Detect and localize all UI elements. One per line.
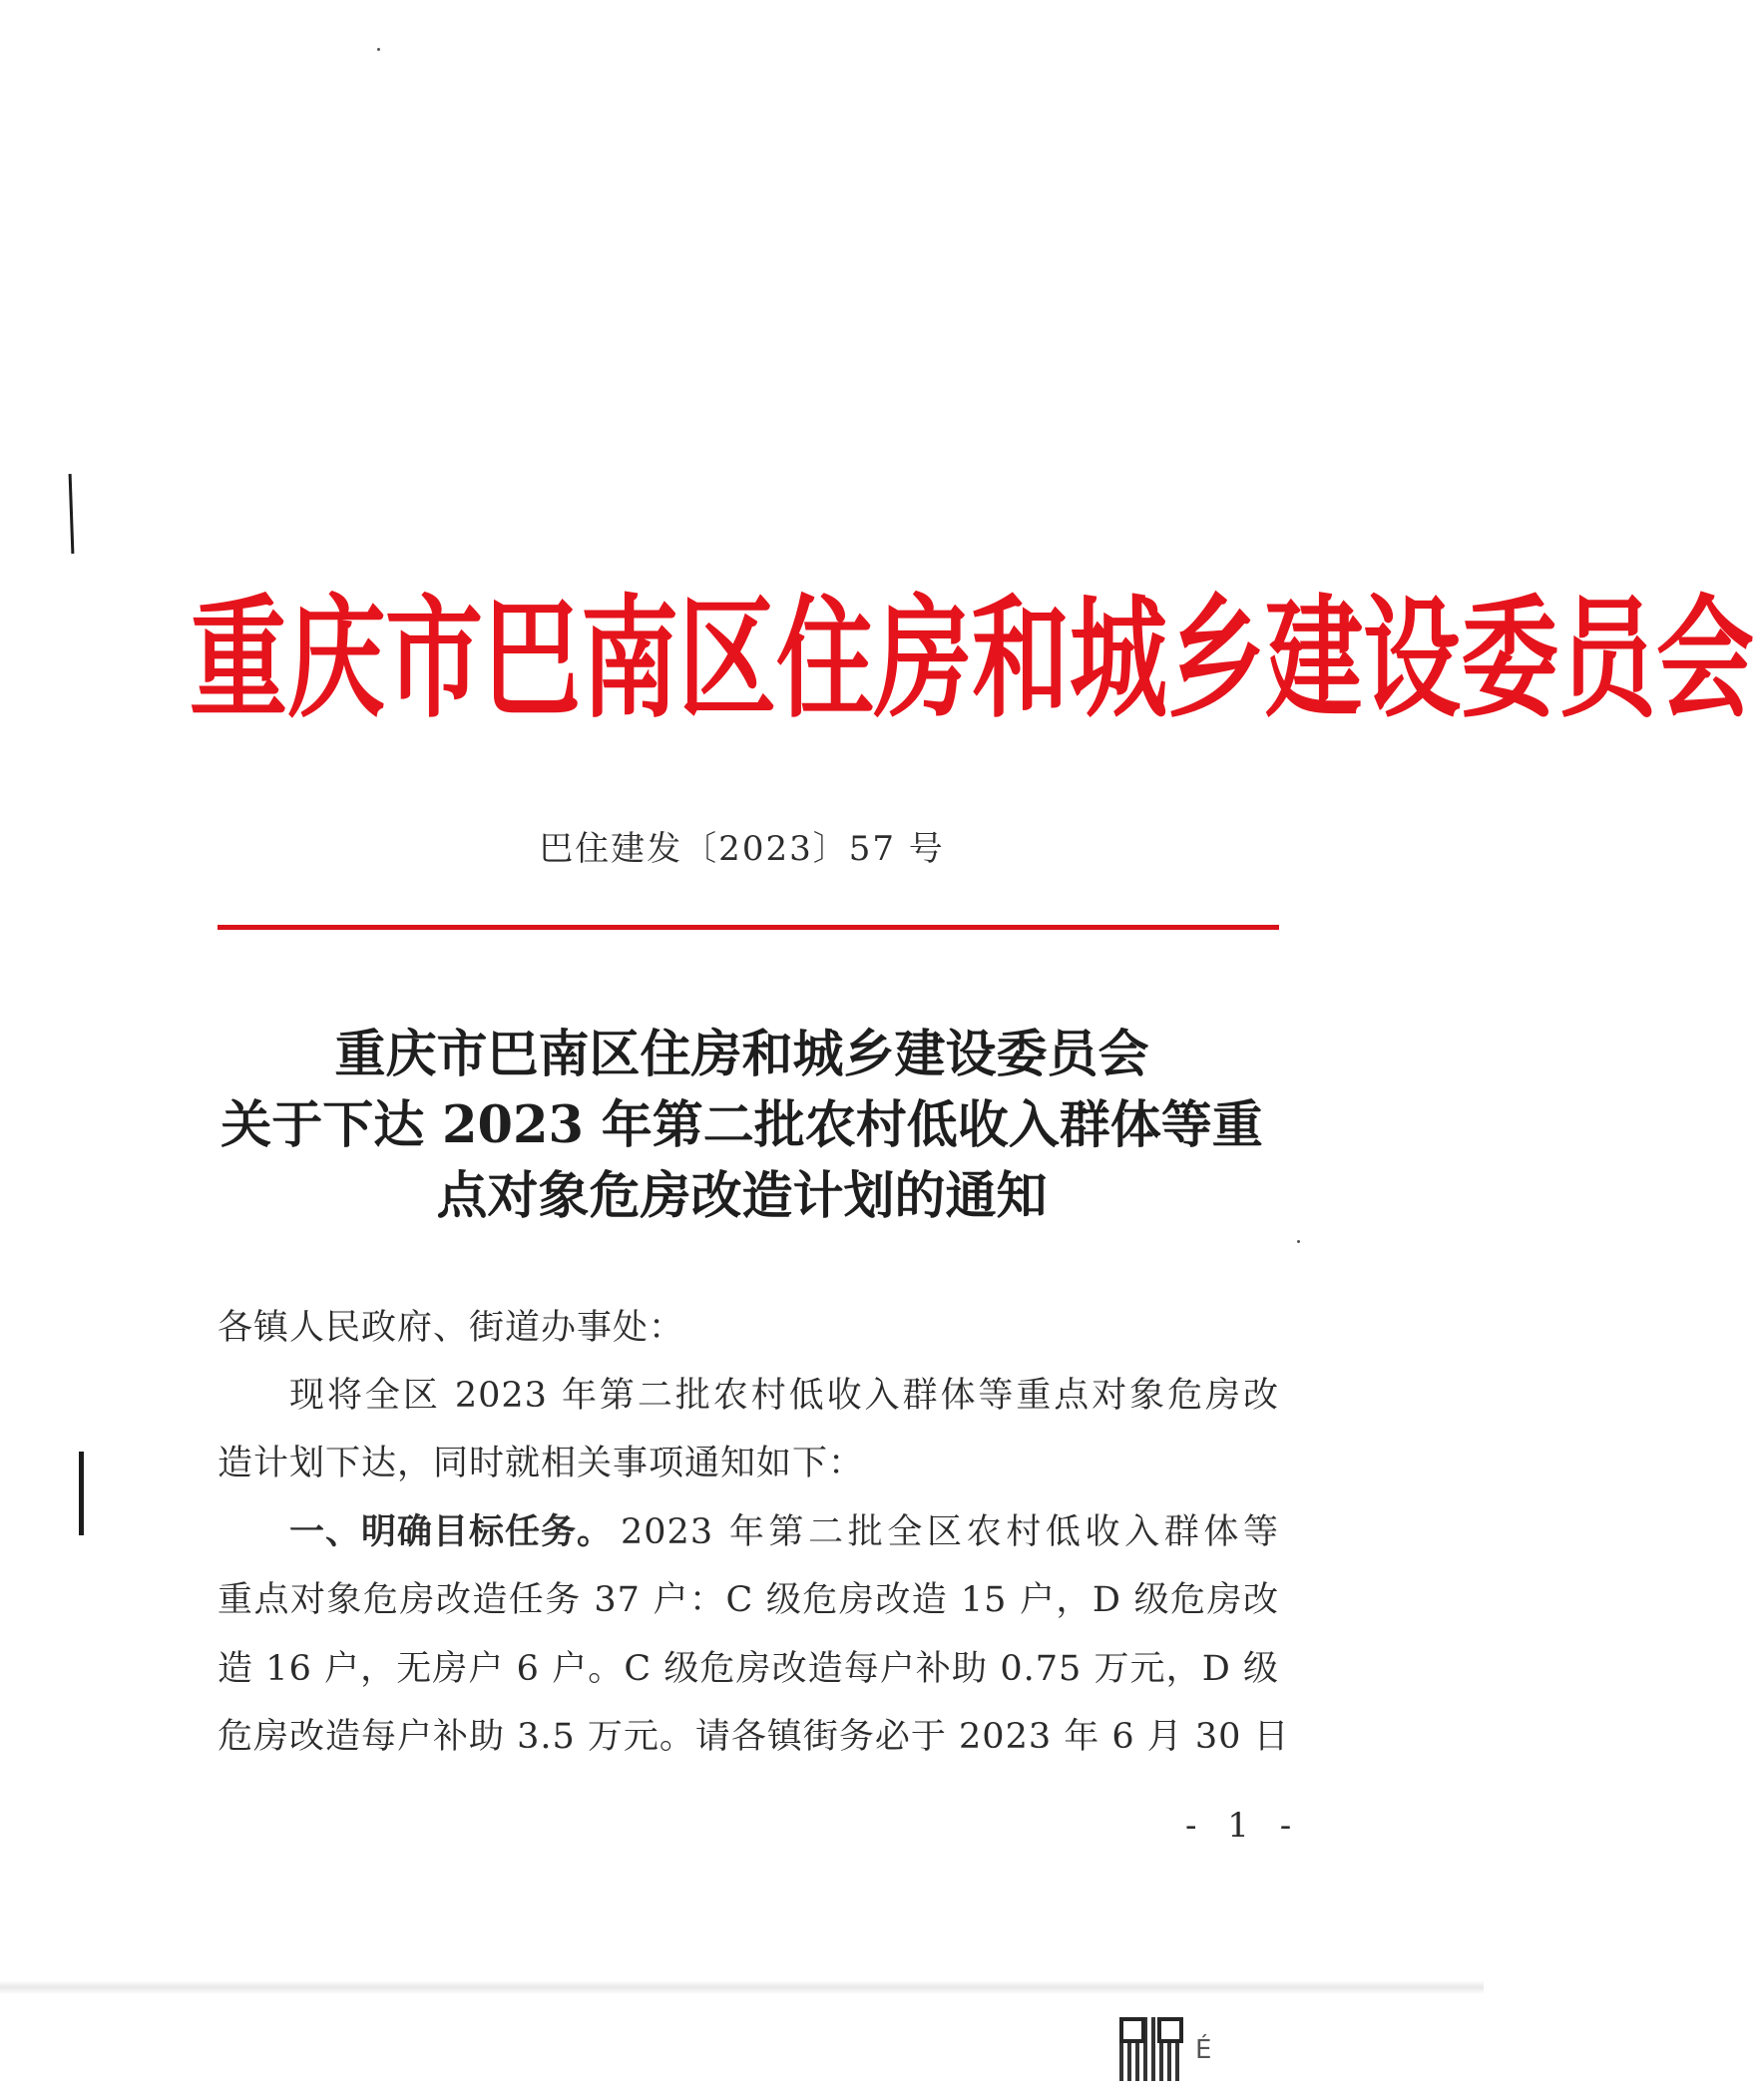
document-title-line-3: 点对象危房改造计划的通知	[436, 1166, 1048, 1226]
paragraph-2-line-1	[218, 1504, 1279, 1554]
qr-code-icon	[1119, 2017, 1183, 2081]
document-title-line-2: 关于下达 2023 年第二批农村低收入群体等重	[220, 1095, 1263, 1155]
red-separator-line	[218, 925, 1279, 930]
document-title-line-1: 重庆市巴南区住房和城乡建设委员会	[334, 1025, 1149, 1084]
scan-speck	[377, 48, 380, 51]
scan-speck	[1297, 1240, 1300, 1243]
paragraph-2-line-1-text: 2023 年第二批全区农村低收入群体等	[621, 1512, 1279, 1552]
binding-mark-bottom	[79, 1452, 84, 1535]
page-number: - 1 -	[1185, 1806, 1302, 1846]
qr-side-mark: É	[1195, 2035, 1212, 2065]
paragraph-2-line-2: 重点对象危房改造任务 37 户：C 级危房改造 15 户，D 级危房改	[218, 1580, 1279, 1620]
paragraph-1-line-1: 现将全区 2023 年第二批农村低收入群体等重点对象危房改	[289, 1376, 1279, 1416]
paragraph-2-line-4: 危房改造每户补助 3.5 万元。请各镇街务必于 2023 年 6 月 30 日	[218, 1717, 1290, 1757]
document-number: 巴住建发〔2023〕57 号	[539, 829, 945, 869]
paragraph-2-line-3: 造 16 户，无房户 6 户。C 级危房改造每户补助 0.75 万元，D 级	[218, 1649, 1279, 1689]
scan-edge-shadow	[0, 1980, 1484, 1994]
paragraph-1-line-2: 造计划下达，同时就相关事项通知如下：	[218, 1444, 865, 1483]
red-masthead: 重庆市巴南区住房和城乡建设委员会	[190, 583, 1754, 737]
section-heading: 一、明确目标任务。	[289, 1512, 614, 1552]
salutation: 各镇人民政府、街道办事处：	[218, 1308, 685, 1348]
binding-mark-top	[69, 474, 75, 554]
